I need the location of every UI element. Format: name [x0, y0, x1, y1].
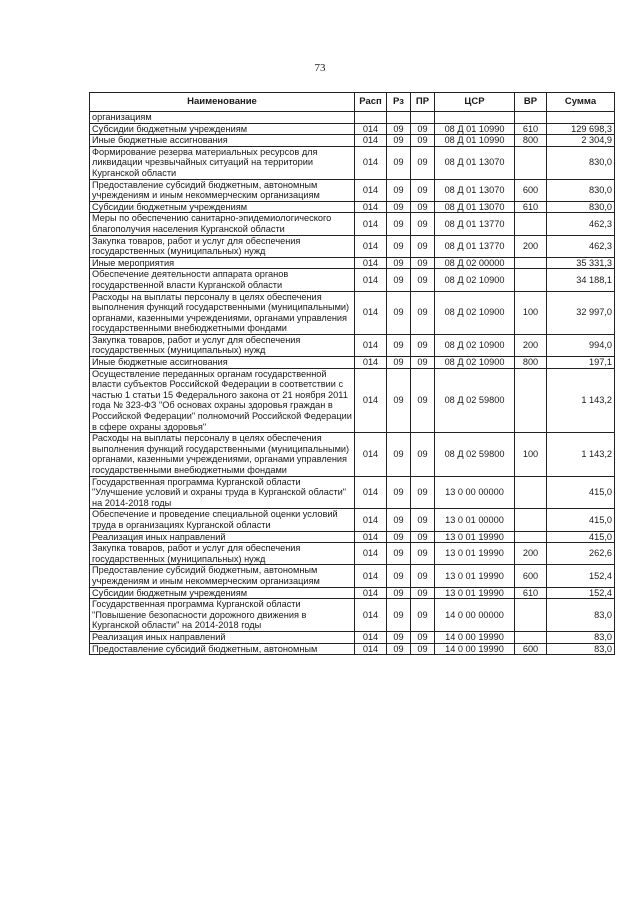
cell-csr — [435, 112, 515, 124]
budget-table — [89, 92, 615, 655]
cell-sum: 415,0 — [547, 531, 615, 543]
cell-name: Предоставление субсидий бюджетным, автономным — [90, 643, 355, 655]
cell-sum: 83,0 — [547, 643, 615, 655]
cell-rasp: 014 — [355, 135, 387, 147]
cell-rasp: 014 — [355, 587, 387, 599]
cell-vr: 200 — [515, 543, 547, 565]
header-sum: Сумма — [547, 93, 615, 112]
cell-vr: 610 — [515, 201, 547, 213]
cell-rz: 09 — [387, 334, 411, 356]
cell-rasp: 014 — [355, 509, 387, 531]
cell-pr: 09 — [411, 291, 435, 334]
cell-pr: 09 — [411, 543, 435, 565]
table-row — [90, 269, 615, 291]
cell-rz: 09 — [387, 201, 411, 213]
cell-name: Обеспечение деятельности аппарата органов государственной власти Курганской области — [90, 269, 355, 291]
cell-sum: 83,0 — [547, 599, 615, 632]
table-row — [90, 135, 615, 147]
cell-rasp: 014 — [355, 291, 387, 334]
cell-name: Иные мероприятия — [90, 257, 355, 269]
cell-pr: 09 — [411, 368, 435, 433]
cell-pr: 09 — [411, 509, 435, 531]
cell-rz: 09 — [387, 565, 411, 587]
cell-sum: 2 304,9 — [547, 135, 615, 147]
cell-name: Государственная программа Курганской области "Повышение безопасности дорожного движения в Курганской области" на 2014-2018 годы — [90, 599, 355, 632]
cell-name: Предоставление субсидий бюджетным, автономным учреждениям и иным некоммерческим организациям — [90, 565, 355, 587]
cell-rz: 09 — [387, 235, 411, 257]
cell-rz: 09 — [387, 433, 411, 476]
cell-pr: 09 — [411, 357, 435, 369]
cell-rz: 09 — [387, 291, 411, 334]
table-row — [90, 112, 615, 124]
table-row — [90, 531, 615, 543]
cell-rz: 09 — [387, 531, 411, 543]
cell-sum: 462,3 — [547, 213, 615, 235]
cell-vr — [515, 146, 547, 179]
cell-csr: 08 Д 01 13070 — [435, 146, 515, 179]
table-body — [90, 112, 615, 655]
cell-pr: 09 — [411, 531, 435, 543]
cell-rasp: 014 — [355, 531, 387, 543]
cell-vr: 100 — [515, 433, 547, 476]
cell-csr: 08 Д 01 13070 — [435, 179, 515, 201]
cell-vr — [515, 476, 547, 509]
cell-rz: 09 — [387, 587, 411, 599]
cell-name: Реализация иных направлений — [90, 531, 355, 543]
cell-pr: 09 — [411, 631, 435, 643]
cell-sum: 35 331,3 — [547, 257, 615, 269]
cell-rasp — [355, 112, 387, 124]
cell-rasp: 014 — [355, 433, 387, 476]
cell-sum: 262,6 — [547, 543, 615, 565]
cell-rasp: 014 — [355, 631, 387, 643]
cell-sum: 462,3 — [547, 235, 615, 257]
cell-rz: 09 — [387, 543, 411, 565]
cell-name: Обеспечение и проведение специальной оценки условий труда в организациях Курганской области — [90, 509, 355, 531]
cell-csr: 08 Д 02 59800 — [435, 433, 515, 476]
cell-rz: 09 — [387, 135, 411, 147]
cell-csr: 13 0 01 00000 — [435, 509, 515, 531]
table-header-row — [90, 93, 615, 112]
cell-sum: 83,0 — [547, 631, 615, 643]
cell-name: Расходы на выплаты персоналу в целях обеспечения выполнения функций государственными (муниципальными) органами, казенными учреждениями, органами управления государственными внебюджетными фондами — [90, 291, 355, 334]
cell-vr — [515, 368, 547, 433]
cell-sum — [547, 112, 615, 124]
cell-rasp: 014 — [355, 357, 387, 369]
cell-vr: 800 — [515, 135, 547, 147]
cell-name: Реализация иных направлений — [90, 631, 355, 643]
cell-name: Субсидии бюджетным учреждениям — [90, 201, 355, 213]
cell-csr: 08 Д 02 59800 — [435, 368, 515, 433]
cell-vr — [515, 599, 547, 632]
cell-sum: 197,1 — [547, 357, 615, 369]
cell-pr: 09 — [411, 201, 435, 213]
cell-vr — [515, 509, 547, 531]
cell-pr: 09 — [411, 257, 435, 269]
cell-sum: 152,4 — [547, 565, 615, 587]
cell-vr — [515, 213, 547, 235]
table-row — [90, 357, 615, 369]
cell-sum: 34 188,1 — [547, 269, 615, 291]
table-row — [90, 599, 615, 632]
cell-rasp: 014 — [355, 213, 387, 235]
page-number: 73 — [314, 62, 326, 74]
cell-csr: 14 0 00 19990 — [435, 631, 515, 643]
cell-sum: 152,4 — [547, 587, 615, 599]
cell-pr: 09 — [411, 433, 435, 476]
cell-vr: 600 — [515, 643, 547, 655]
cell-csr: 13 0 01 19990 — [435, 531, 515, 543]
cell-vr: 600 — [515, 565, 547, 587]
cell-vr: 200 — [515, 235, 547, 257]
cell-csr: 08 Д 02 00000 — [435, 257, 515, 269]
table-row — [90, 235, 615, 257]
cell-rasp: 014 — [355, 123, 387, 135]
cell-rasp: 014 — [355, 179, 387, 201]
cell-vr: 610 — [515, 587, 547, 599]
table-row — [90, 476, 615, 509]
cell-rz: 09 — [387, 123, 411, 135]
cell-pr: 09 — [411, 476, 435, 509]
cell-sum: 1 143,2 — [547, 368, 615, 433]
table-row — [90, 509, 615, 531]
cell-vr: 600 — [515, 179, 547, 201]
cell-csr: 13 0 00 00000 — [435, 476, 515, 509]
table-row — [90, 368, 615, 433]
table-row — [90, 543, 615, 565]
cell-rz: 09 — [387, 509, 411, 531]
cell-name: Закупка товаров, работ и услуг для обеспечения государственных (муниципальных) нужд — [90, 334, 355, 356]
cell-rz: 09 — [387, 179, 411, 201]
table-row — [90, 257, 615, 269]
table-row — [90, 201, 615, 213]
cell-rasp: 014 — [355, 476, 387, 509]
cell-vr — [515, 112, 547, 124]
cell-rz: 09 — [387, 599, 411, 632]
header-rz: Рз — [387, 93, 411, 112]
cell-rasp: 014 — [355, 565, 387, 587]
table-row — [90, 643, 615, 655]
cell-name: организациям — [90, 112, 355, 124]
cell-pr — [411, 112, 435, 124]
cell-rz: 09 — [387, 357, 411, 369]
table-row — [90, 146, 615, 179]
cell-vr — [515, 269, 547, 291]
cell-rz: 09 — [387, 643, 411, 655]
table-row — [90, 631, 615, 643]
cell-vr — [515, 531, 547, 543]
header-vr: ВР — [515, 93, 547, 112]
cell-pr: 09 — [411, 146, 435, 179]
cell-name: Осуществление переданных органам государственной власти субъектов Российской Федерации в соответствии с частью 1 статьи 15 Федерального закона от 21 ноября 2011 года № 323-ФЗ "Об основах охраны здоровья граждан в Российской Федерации" полномочий Российской Федерации в сфере охраны здоровья" — [90, 368, 355, 433]
cell-name: Закупка товаров, работ и услуг для обеспечения государственных (муниципальных) нужд — [90, 235, 355, 257]
cell-csr: 08 Д 01 13070 — [435, 201, 515, 213]
cell-name: Меры по обеспечению санитарно-эпидемиологического благополучия населения Курганской области — [90, 213, 355, 235]
cell-rz: 09 — [387, 257, 411, 269]
cell-rasp: 014 — [355, 334, 387, 356]
cell-pr: 09 — [411, 179, 435, 201]
cell-rasp: 014 — [355, 643, 387, 655]
cell-csr: 14 0 00 19990 — [435, 643, 515, 655]
cell-rz — [387, 112, 411, 124]
cell-pr: 09 — [411, 599, 435, 632]
cell-csr: 13 0 01 19990 — [435, 565, 515, 587]
cell-rasp: 014 — [355, 201, 387, 213]
header-name: Наименование — [90, 93, 355, 112]
table-row — [90, 213, 615, 235]
cell-csr: 14 0 00 00000 — [435, 599, 515, 632]
cell-pr: 09 — [411, 334, 435, 356]
table-row — [90, 565, 615, 587]
cell-sum: 830,0 — [547, 179, 615, 201]
cell-name: Предоставление субсидий бюджетным, автономным учреждениям и иным некоммерческим организациям — [90, 179, 355, 201]
cell-name: Иные бюджетные ассигнования — [90, 357, 355, 369]
cell-rz: 09 — [387, 269, 411, 291]
cell-vr — [515, 631, 547, 643]
table-row — [90, 334, 615, 356]
cell-pr: 09 — [411, 643, 435, 655]
cell-csr: 08 Д 02 10900 — [435, 334, 515, 356]
cell-sum: 830,0 — [547, 201, 615, 213]
cell-sum: 32 997,0 — [547, 291, 615, 334]
cell-pr: 09 — [411, 269, 435, 291]
cell-rz: 09 — [387, 146, 411, 179]
cell-pr: 09 — [411, 213, 435, 235]
cell-sum: 129 698,3 — [547, 123, 615, 135]
cell-name: Формирование резерва материальных ресурсов для ликвидации чрезвычайных ситуаций на территории Курганской области — [90, 146, 355, 179]
cell-csr: 08 Д 01 10990 — [435, 135, 515, 147]
cell-pr: 09 — [411, 235, 435, 257]
cell-sum: 994,0 — [547, 334, 615, 356]
cell-rasp: 014 — [355, 543, 387, 565]
cell-rz: 09 — [387, 631, 411, 643]
cell-rasp: 014 — [355, 257, 387, 269]
cell-pr: 09 — [411, 565, 435, 587]
cell-pr: 09 — [411, 587, 435, 599]
cell-rasp: 014 — [355, 269, 387, 291]
cell-csr: 08 Д 02 10900 — [435, 269, 515, 291]
header-csr: ЦСР — [435, 93, 515, 112]
header-rasp: Расп — [355, 93, 387, 112]
table-row — [90, 433, 615, 476]
cell-csr: 08 Д 02 10900 — [435, 291, 515, 334]
cell-sum: 1 143,2 — [547, 433, 615, 476]
cell-sum: 415,0 — [547, 476, 615, 509]
cell-pr: 09 — [411, 135, 435, 147]
cell-csr: 08 Д 01 13770 — [435, 235, 515, 257]
cell-csr: 08 Д 02 10900 — [435, 357, 515, 369]
cell-rasp: 014 — [355, 235, 387, 257]
cell-vr — [515, 257, 547, 269]
cell-rz: 09 — [387, 213, 411, 235]
header-pr: ПР — [411, 93, 435, 112]
cell-vr: 100 — [515, 291, 547, 334]
cell-name: Иные бюджетные ассигнования — [90, 135, 355, 147]
cell-vr: 800 — [515, 357, 547, 369]
table-row — [90, 291, 615, 334]
cell-name: Государственная программа Курганской области "Улучшение условий и охраны труда в Курганской области" на 2014-2018 годы — [90, 476, 355, 509]
cell-sum: 415,0 — [547, 509, 615, 531]
table-row — [90, 587, 615, 599]
cell-rasp: 014 — [355, 599, 387, 632]
cell-csr: 08 Д 01 10990 — [435, 123, 515, 135]
cell-name: Субсидии бюджетным учреждениям — [90, 587, 355, 599]
cell-csr: 08 Д 01 13770 — [435, 213, 515, 235]
cell-name: Субсидии бюджетным учреждениям — [90, 123, 355, 135]
table-row — [90, 179, 615, 201]
cell-rasp: 014 — [355, 368, 387, 433]
cell-rz: 09 — [387, 476, 411, 509]
cell-name: Расходы на выплаты персоналу в целях обеспечения выполнения функций государственными (муниципальными) органами, казенными учреждениями, органами управления государственными внебюджетными фондами — [90, 433, 355, 476]
cell-sum: 830,0 — [547, 146, 615, 179]
cell-pr: 09 — [411, 123, 435, 135]
cell-csr: 13 0 01 19990 — [435, 587, 515, 599]
table-row — [90, 123, 615, 135]
cell-rasp: 014 — [355, 146, 387, 179]
cell-vr: 200 — [515, 334, 547, 356]
cell-csr: 13 0 01 19990 — [435, 543, 515, 565]
cell-rz: 09 — [387, 368, 411, 433]
cell-vr: 610 — [515, 123, 547, 135]
cell-name: Закупка товаров, работ и услуг для обеспечения государственных (муниципальных) нужд — [90, 543, 355, 565]
